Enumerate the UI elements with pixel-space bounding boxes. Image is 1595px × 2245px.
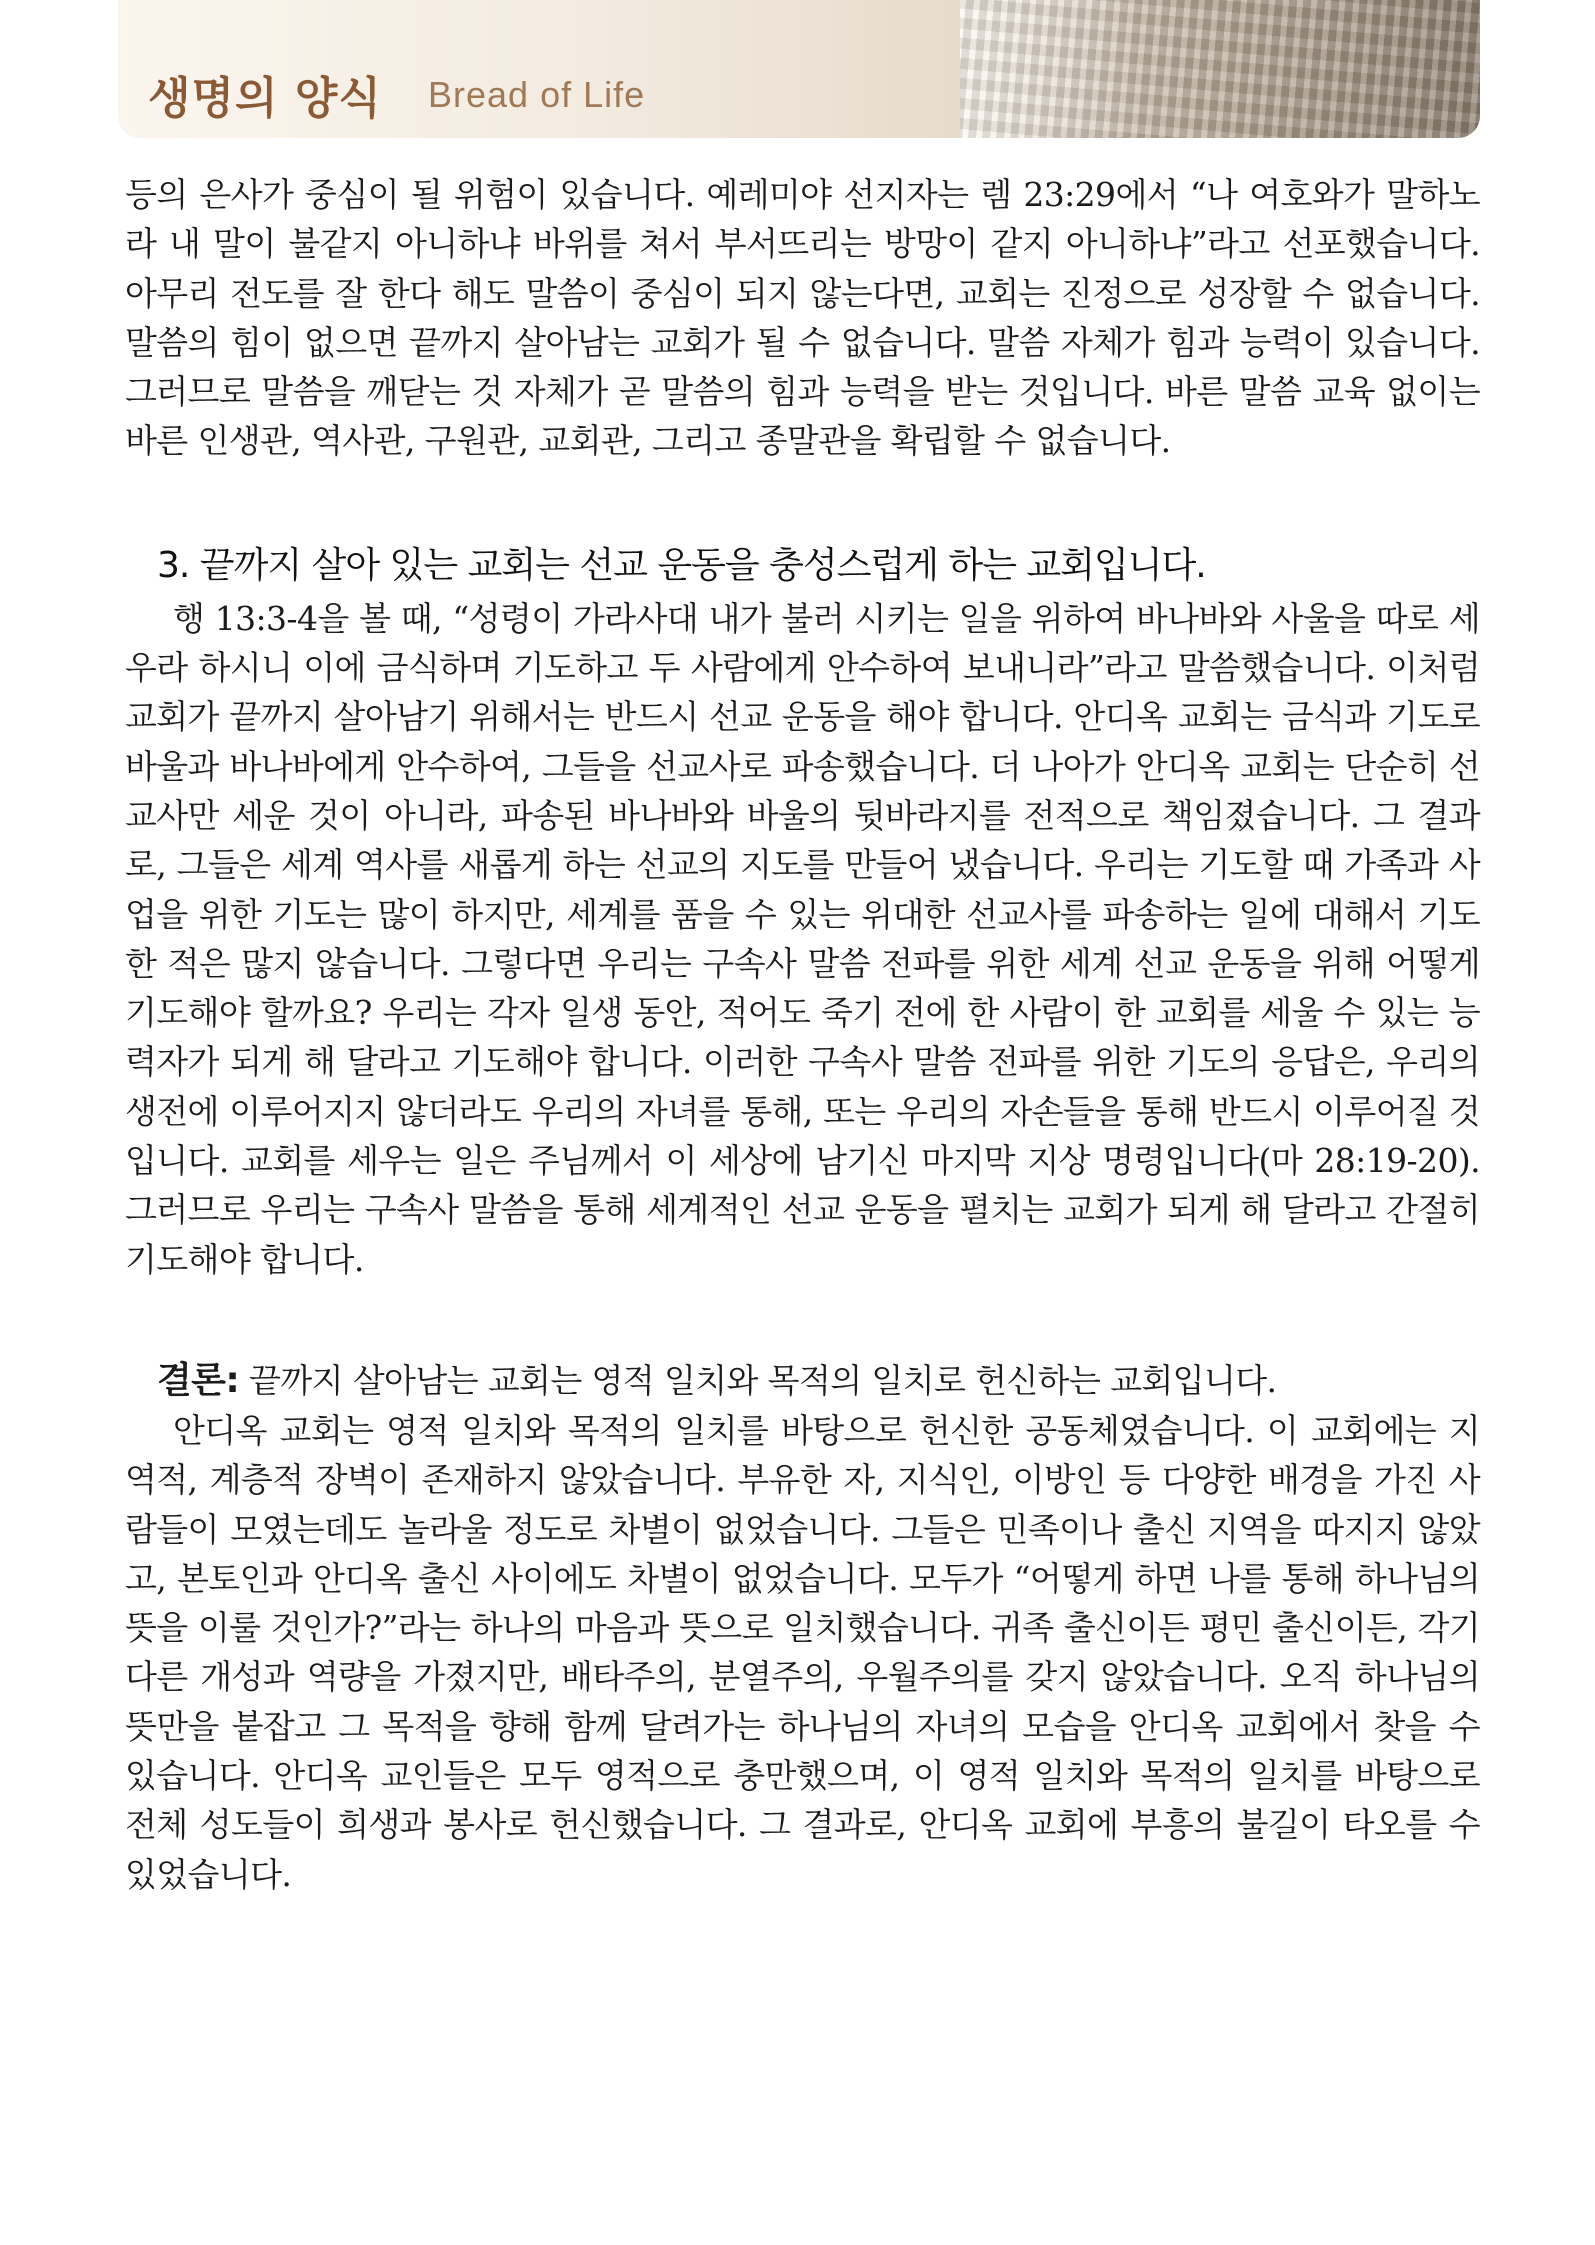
paragraph-conclusion: 안디옥 교회는 영적 일치와 목적의 일치를 바탕으로 헌신한 공동체였습니다. 이 교회에는 지역적, 계층적 장벽이 존재하지 않았습니다. 부유한 자, 지식인, 이방인 등 다양한 배경을 가진 사람들이 모였는데도 놀라울 정도로 차별이 없었습니다. 그들은 민족이나 출신 지역을 따지지 않았고, 본토인과 안디옥 출신 사이에도 차별이 없었습니다. 모두가 “어떻게 하면 나를 통해 하나님의 뜻을 이룰 것인가?”라는 하나의 마음과 뜻으로 일치했습니다. 귀족 출신이든 평민 출신이든, 각기 다른 개성과 역량을 가졌지만, 배타주의, 분열주의, 우월주의를 갖지 않았습니다. 오직 하나님의 뜻만을 붙잡고 그 목적을 향해 함께 달려가는 하나님의 자녀의 모습을 안디옥 교회에서 찾을 수 있습니다. 안디옥 교인들은 모두 영적으로 충만했으며, 이 영적 일치와 목적의 일치를 바탕으로 전체 성도들이 희생과 봉사로 헌신했습니다. 그 결과로, 안디옥 교회에 부흥의 불길이 타오를 수 있었습니다. [125, 1410, 1480, 1894]
header-background-photo [960, 0, 1480, 138]
conclusion-heading [157, 1356, 1480, 1406]
article-body [125, 170, 1480, 1899]
conclusion-label: 결론: [157, 1359, 240, 1401]
paragraph-section-3: 행 13:3-4을 볼 때, “성령이 가라사대 내가 불러 시키는 일을 위하여 바나바와 사울을 따로 세우라 하시니 이에 금식하며 기도하고 두 사람에게 안수하여 보내니라”라고 말씀했습니다. 이처럼 교회가 끝까지 살아남기 위해서는 반드시 선교 운동을 해야 합니다. 안디옥 교회는 금식과 기도로 바울과 바나바에게 안수하여, 그들을 선교사로 파송했습니다. 더 나아가 안디옥 교회는 단순히 선교사만 세운 것이 아니라, 파송된 바나바와 바울의 뒷바라지를 전적으로 책임졌습니다. 그 결과로, 그들은 세계 역사를 새롭게 하는 선교의 지도를 만들어 냈습니다. 우리는 기도할 때 가족과 사업을 위한 기도는 많이 하지만, 세계를 품을 수 있는 위대한 선교사를 파송하는 일에 대해서 기도한 적은 많지 않습니다. 그렇다면 우리는 구속사 말씀 전파를 위한 세계 선교 운동을 위해 어떻게 기도해야 할까요? 우리는 각자 일생 동안, 적어도 죽기 전에 한 사람이 한 교회를 세울 수 있는 능력자가 되게 해 달라고 기도해야 합니다. 이러한 구속사 말씀 전파를 위한 기도의 응답은, 우리의 생전에 이루어지지 않더라도 우리의 자녀를 통해, 또는 우리의 자손들을 통해 반드시 이루어질 것입니다. 교회를 세우는 일은 주님께서 이 세상에 남기신 마지막 지상 명령입니다(마 28:19-20). 그러므로 우리는 구속사 말씀을 통해 세계적인 선교 운동을 펼치는 교회가 되게 해 달라고 간절히 기도해야 합니다. [125, 598, 1480, 1279]
conclusion-summary: 끝까지 살아남는 교회는 영적 일치와 목적의 일치로 헌신하는 교회입니다. [239, 1360, 1277, 1400]
header-title-korean: 생명의 양식 [148, 73, 382, 124]
header-title-english: Bread of Life [428, 74, 646, 115]
page-header-banner [118, 0, 1480, 138]
paragraph-continued: 등의 은사가 중심이 될 위험이 있습니다. 예레미야 선지자는 렘 23:29에서 “나 여호와가 말하노라 내 말이 불같지 아니하냐 바위를 쳐서 부서뜨리는 방망이 같지 아니하냐”라고 선포했습니다. 아무리 전도를 잘 한다 해도 말씀이 중심이 되지 않는다면, 교회는 진정으로 성장할 수 없습니다. 말씀의 힘이 없으면 끝까지 살아남는 교회가 될 수 없습니다. 말씀 자체가 힘과 능력이 있습니다. 그러므로 말씀을 깨닫는 것 자체가 곧 말씀의 힘과 능력을 받는 것입니다. 바른 말씀 교육 없이는 바른 인생관, 역사관, 구원관, 교회관, 그리고 종말관을 확립할 수 없습니다. [125, 175, 1480, 461]
section-3-heading: 3. 끝까지 살아 있는 교회는 선교 운동을 충성스럽게 하는 교회입니다. [157, 544, 1206, 586]
